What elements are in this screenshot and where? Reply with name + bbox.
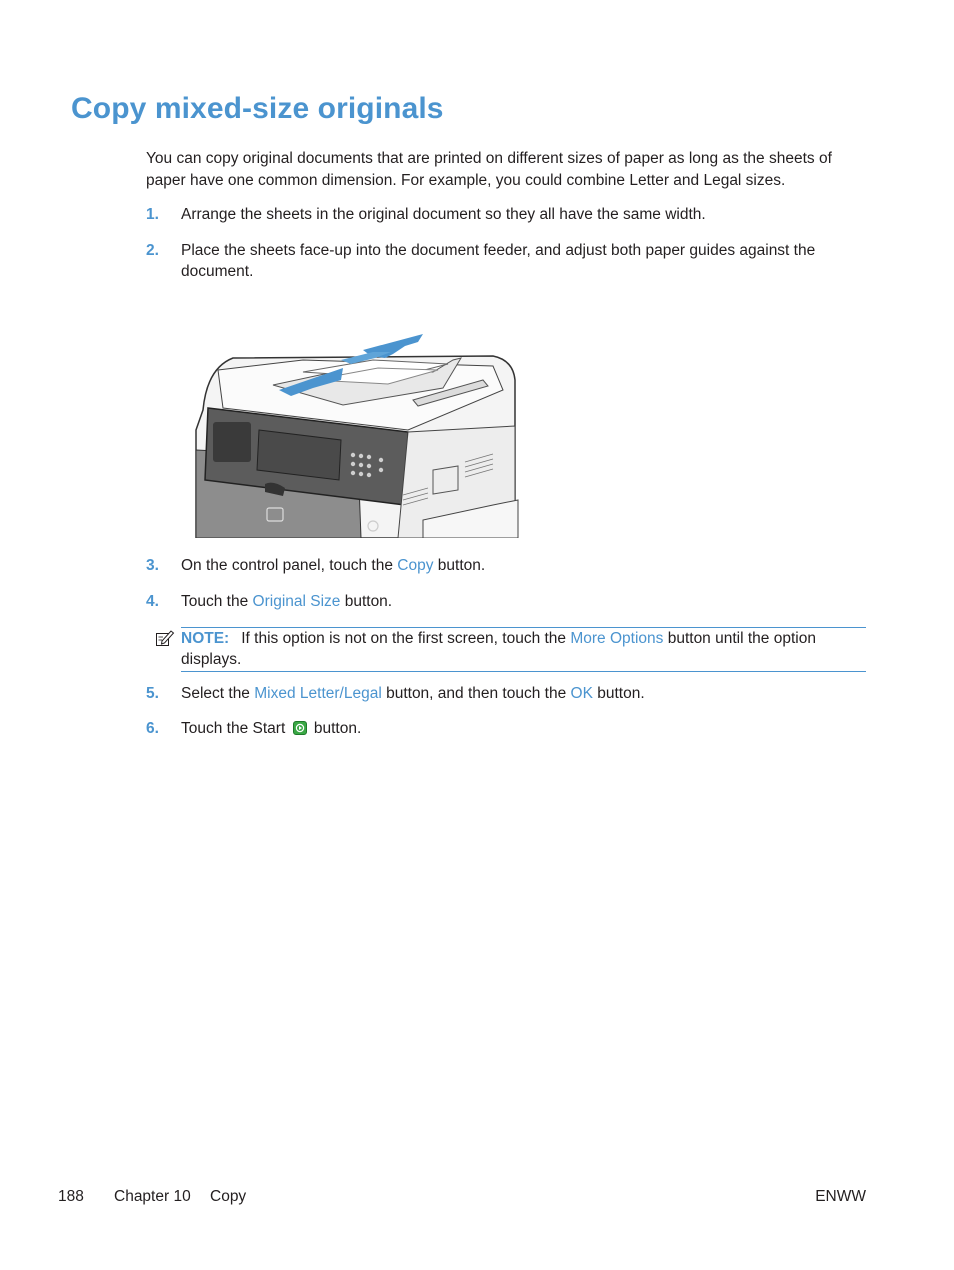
start-button-icon — [293, 721, 307, 735]
step-5 — [146, 683, 846, 704]
step-4 — [146, 591, 846, 612]
step-number: 1. — [146, 206, 159, 223]
step-text — [181, 718, 846, 739]
footer-chapter: Chapter 10 — [114, 1188, 191, 1205]
step-1 — [146, 204, 846, 225]
printer-document-feeder-illustration — [193, 330, 523, 538]
step-number: 3. — [146, 557, 159, 574]
step-text-after: button. — [340, 593, 393, 610]
step-text-after: button. — [433, 557, 486, 574]
step-text-before: Touch the — [181, 593, 253, 610]
copy-button-reference: Copy — [397, 557, 434, 574]
step-text-before: Touch the Start — [181, 720, 290, 737]
page-title: Copy mixed-size originals — [71, 92, 444, 125]
footer-enww: ENWW — [815, 1188, 866, 1205]
intro-paragraph: You can copy original documents that are printed on different sizes of paper as long as the sheets of paper have one common dimension. For example, you could combine Letter and Legal sizes. — [146, 150, 832, 189]
step-text — [181, 683, 846, 704]
step-text-middle: button, and then touch the — [381, 685, 571, 702]
step-text-after: button. — [309, 720, 362, 737]
step-number: 2. — [146, 242, 159, 259]
step-number: 5. — [146, 685, 159, 702]
mixed-letter-legal-button-reference: Mixed Letter/Legal — [254, 685, 382, 702]
note-text-after: button until the option displays. — [181, 630, 816, 668]
step-6 — [146, 718, 846, 739]
step-text — [181, 555, 846, 576]
more-options-button-reference: More Options — [570, 630, 664, 647]
ok-button-reference: OK — [570, 685, 593, 702]
step-text-after: button. — [592, 685, 645, 702]
step-text: Place the sheets face-up into the document feeder, and adjust both paper guides against the document. — [181, 242, 816, 280]
step-3 — [146, 555, 846, 576]
note-box — [181, 627, 866, 672]
step-text: Arrange the sheets in the original document so they all have the same width. — [181, 206, 706, 223]
footer-page-number: 188 — [58, 1188, 84, 1205]
original-size-button-reference: Original Size — [252, 593, 341, 610]
note-text-before: If this option is not on the first screen, touch the — [241, 630, 571, 647]
step-text-before: On the control panel, touch the — [181, 557, 398, 574]
step-2 — [146, 240, 846, 282]
note-pencil-icon — [155, 629, 175, 647]
note-label: NOTE: — [181, 630, 230, 647]
step-text — [181, 591, 846, 612]
step-number: 6. — [146, 720, 159, 737]
footer-section: Copy — [210, 1188, 247, 1205]
step-text-before: Select the — [181, 685, 255, 702]
step-number: 4. — [146, 593, 159, 610]
